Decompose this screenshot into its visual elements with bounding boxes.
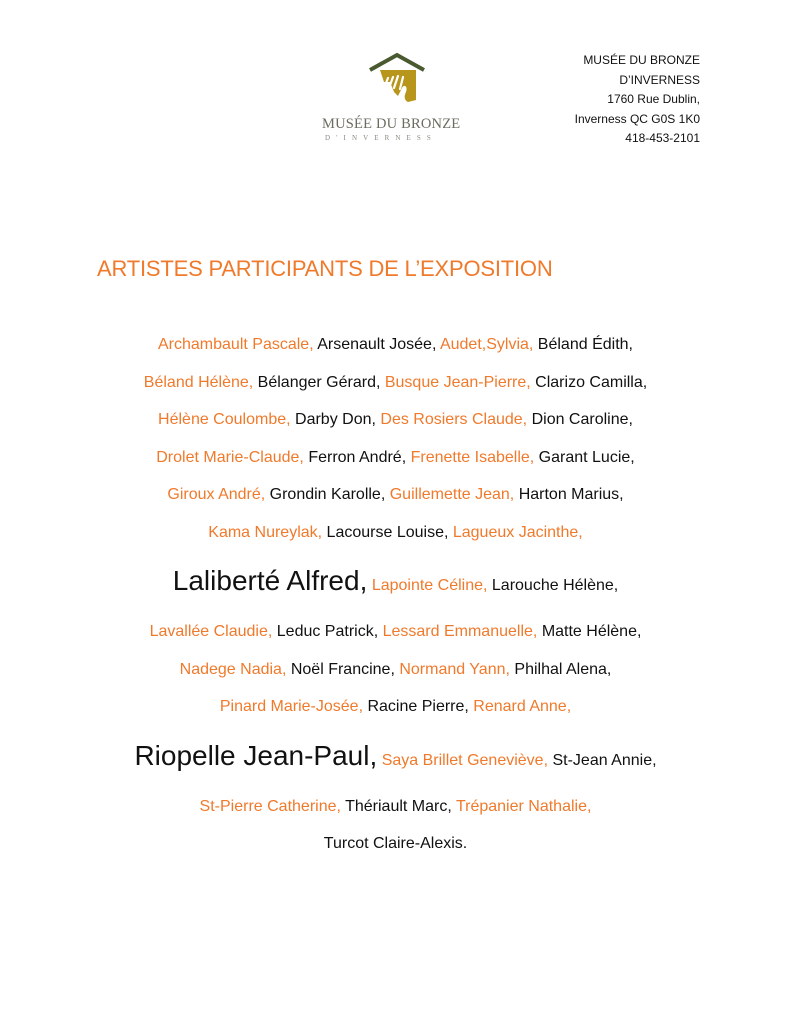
artist-name: Nadege Nadia, — [179, 660, 287, 678]
artist-name: Grondin Karolle, — [269, 486, 386, 503]
artist-name: Lavallée Claudie, — [149, 623, 273, 640]
artist-name: Drolet Marie-Claude, — [156, 448, 304, 466]
artist-name: St-Pierre Catherine, — [199, 797, 341, 815]
artist-name: Noël Francine, — [290, 660, 395, 678]
artist-name: Garant Lucie, — [538, 448, 635, 466]
artist-name: Arsenault Josée, — [317, 336, 437, 353]
address-line: MUSÉE DU BRONZE — [583, 53, 700, 67]
artist-name: Darby Don, — [295, 411, 376, 428]
artist-name: Frenette Isabelle, — [410, 448, 535, 466]
artist-name: Audet,Sylvia, — [439, 336, 534, 353]
artist-name: Lacourse Louise, — [326, 523, 449, 541]
artist-line — [0, 661, 791, 699]
artist-line — [0, 736, 791, 798]
artist-name: Giroux André, — [167, 486, 266, 503]
artist-name: Lessard Emmanuelle, — [382, 623, 538, 640]
artist-name: Harton Marius, — [518, 486, 624, 503]
artist-line — [0, 561, 791, 623]
logo-name: MUSÉE DU BRONZE — [322, 116, 461, 132]
artist-name: Trépanier Nathalie, — [455, 797, 592, 815]
artist-name: Pinard Marie-Josée, — [219, 698, 364, 715]
artist-name: Clarizo Camilla, — [535, 373, 648, 391]
museum-logo — [322, 52, 482, 142]
artist-line — [0, 798, 791, 836]
artist-name: Bélanger Gérard, — [257, 373, 381, 391]
artist-name: Ferron André, — [308, 448, 407, 466]
artist-name: Turcot Claire-Alexis. — [323, 835, 468, 852]
page-title: ARTISTES PARTICIPANTS DE L’EXPOSITION — [97, 256, 553, 281]
artist-line — [0, 374, 791, 412]
artist-name: Béland Hélène, — [143, 373, 254, 391]
featured-artist-name: Laliberté Alfred, — [172, 565, 368, 596]
address-line: 1760 Rue Dublin, — [607, 92, 700, 106]
artist-name: Renard Anne, — [473, 698, 572, 715]
artist-line — [0, 486, 791, 524]
artist-line — [0, 524, 791, 562]
logo-subtitle: D'INVERNESS — [325, 134, 437, 142]
artist-name: Normand Yann, — [399, 660, 510, 678]
artist-line — [0, 698, 791, 736]
phone-number: 418-453-2101 — [625, 131, 700, 145]
address-line: Inverness QC G0S 1K0 — [574, 111, 700, 126]
artist-name: Kama Nureylak, — [208, 523, 323, 541]
artist-name: Lagueux Jacinthe, — [452, 523, 583, 541]
artist-name: Larouche Hélène, — [491, 577, 619, 594]
artist-line — [0, 411, 791, 449]
artist-line — [0, 835, 791, 873]
artist-name: Dion Caroline, — [531, 411, 633, 428]
artist-name: Archambault Pascale, — [158, 336, 314, 353]
artist-name: Béland Édith, — [537, 336, 633, 353]
address-block — [575, 51, 700, 149]
artist-name: Philhal Alena, — [514, 660, 612, 678]
artist-name: Hélène Coulombe, — [158, 411, 291, 428]
artist-name: Busque Jean-Pierre, — [384, 373, 531, 391]
artist-name: St-Jean Annie, — [552, 751, 657, 769]
house-hand-icon — [368, 52, 430, 110]
artist-name: Saya Brillet Geneviève, — [381, 751, 549, 769]
artist-name: Des Rosiers Claude, — [380, 411, 528, 428]
artist-name: Leduc Patrick, — [276, 623, 379, 640]
artist-name: Racine Pierre, — [367, 698, 469, 715]
artist-line — [0, 623, 791, 661]
artist-name: Thériault Marc, — [345, 797, 452, 815]
artist-name: Matte Hélène, — [541, 623, 642, 640]
artist-name: Lapointe Céline, — [371, 577, 488, 594]
artist-line — [0, 449, 791, 487]
featured-artist-name: Riopelle Jean-Paul, — [134, 739, 378, 771]
artist-list — [0, 336, 791, 873]
artist-name: Guillemette Jean, — [389, 486, 515, 503]
artist-line — [0, 336, 791, 374]
address-line: D’INVERNESS — [619, 72, 700, 87]
